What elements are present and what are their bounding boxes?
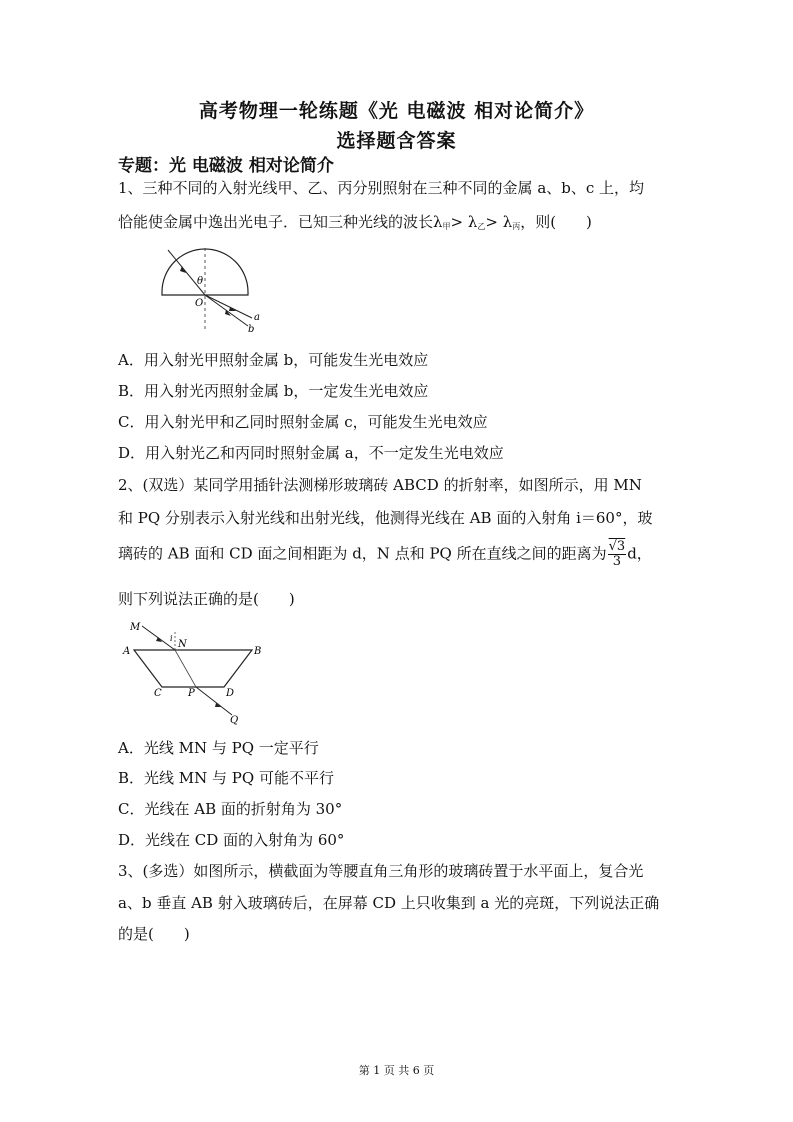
q2-stem-line2: 和 PQ 分别表示入射光线和出射光线，他测得光线在 AB 面的入射角 i＝60°，玻 bbox=[118, 509, 653, 527]
q3-stem-line3: 的是( ) bbox=[118, 925, 190, 943]
q1-semicircle-figure bbox=[150, 240, 265, 335]
q2-figure-label-n: N bbox=[178, 639, 187, 650]
q2-option-b: B．光线 MN 与 PQ 可能不平行 bbox=[118, 769, 334, 787]
q2-stem-line3: 璃砖的 AB 面和 CD 面之间相距为 d，N 点和 PQ 所在直线之间的距离为 $\frac{√3}{3}$ d， bbox=[118, 539, 652, 569]
q1-option-a: A．用入射光甲照射金属 b，可能发生光电效应 bbox=[118, 351, 429, 369]
q2-trapezoid-figure bbox=[118, 617, 268, 727]
q2-stem-line4: 则下列说法正确的是( ) bbox=[118, 590, 295, 608]
q1-option-d: D．用入射光乙和丙同时照射金属 a，不一定发生光电效应 bbox=[118, 444, 504, 462]
q1-figure-label-a: a bbox=[254, 312, 260, 323]
page-footer: 第 1 页 共 6 页 bbox=[358, 1064, 435, 1077]
q2-figure-label-p: P bbox=[188, 688, 195, 699]
fraction-sqrt3-over-3: $\frac{√3}{3}$ bbox=[608, 539, 626, 569]
q2-figure-label-i: i bbox=[170, 634, 173, 643]
q1-option-b: B．用入射光丙照射金属 b，一定发生光电效应 bbox=[118, 382, 429, 400]
q2-option-a: A．光线 MN 与 PQ 一定平行 bbox=[118, 739, 319, 757]
q2-figure-label-a: A bbox=[123, 646, 131, 657]
q2-stem-line1: 2、(双选）某同学用插针法测梯形玻璃砖 ABCD 的折射率，如图所示，用 MN bbox=[118, 476, 642, 494]
q1-stem-line2: 恰能使金属中逸出光电子．已知三种光线的波长$\lambda_甲> \lambda_乙> \lambda_丙$，则( ) bbox=[118, 213, 592, 231]
q2-figure-label-c: C bbox=[154, 688, 162, 699]
q2-figure-label-b: B bbox=[254, 646, 262, 657]
q2-figure-label-q: Q bbox=[230, 715, 239, 726]
q3-stem-line2: a、b 垂直 AB 射入玻璃砖后，在屏幕 CD 上只收集到 a 光的亮斑，下列说法正确 bbox=[118, 894, 660, 912]
q2-figure-label-m: M bbox=[130, 622, 141, 633]
document-subtitle: 选择题含答案 bbox=[336, 130, 457, 152]
q2-figure-label-d: D bbox=[226, 688, 235, 699]
q1-figure-label-theta: θ bbox=[197, 276, 204, 287]
q2-option-d: D．光线在 CD 面的入射角为 60° bbox=[118, 831, 345, 849]
q1-stem-line1: 1、三种不同的入射光线甲、乙、丙分别照射在三种不同的金属 a、b、c 上，均 bbox=[118, 179, 645, 197]
q3-stem-line1: 3、(多选）如图所示，横截面为等腰直角三角形的玻璃砖置于水平面上，复合光 bbox=[118, 862, 644, 880]
q1-option-c: C．用入射光甲和乙同时照射金属 c，可能发生光电效应 bbox=[118, 413, 488, 431]
q1-figure-label-o: O bbox=[195, 298, 204, 309]
q1-figure-label-b: b bbox=[248, 324, 255, 335]
q2-option-c: C．光线在 AB 面的折射角为 30° bbox=[118, 800, 343, 818]
topic-heading: 专题：光 电磁波 相对论简介 bbox=[118, 156, 334, 176]
document-title: 高考物理一轮练题《光 电磁波 相对论简介》 bbox=[198, 100, 595, 122]
